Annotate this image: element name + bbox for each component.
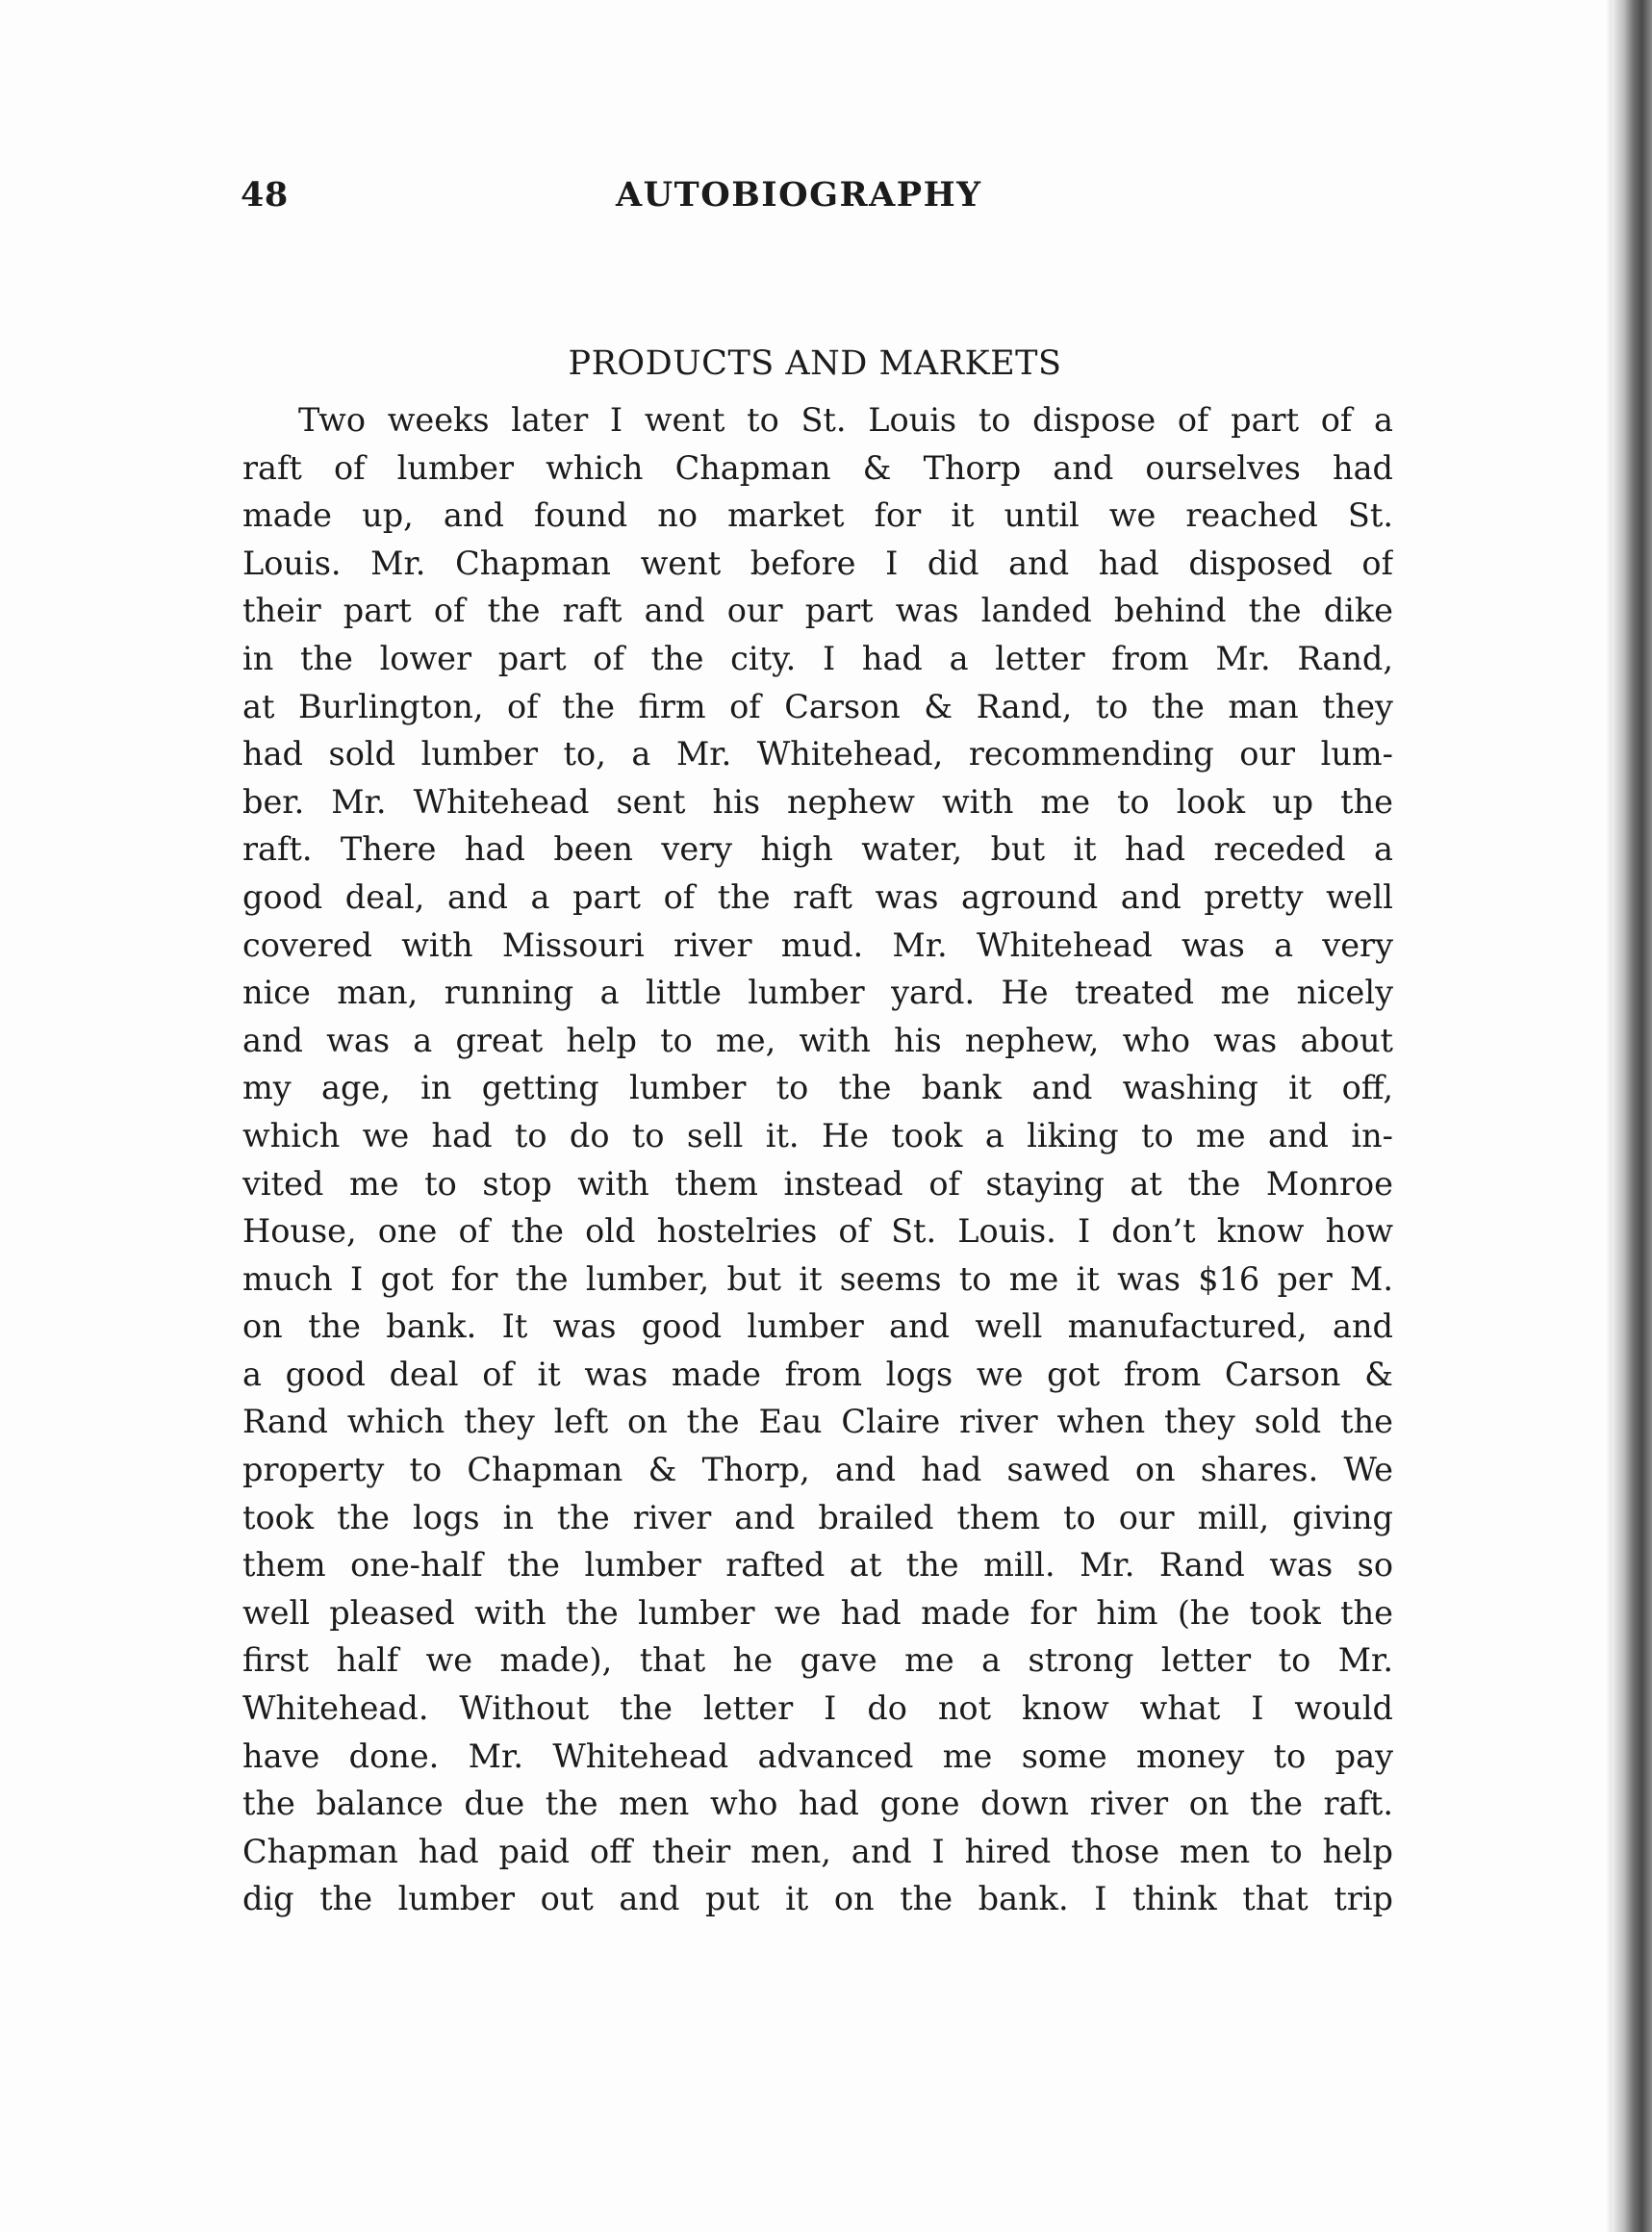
- text-line: nice man, running a little lumber yard. He treated me nicely: [242, 974, 1393, 1012]
- text-line: had sold lumber to, a Mr. Whitehead, recommending our lum-: [242, 735, 1393, 774]
- text-line: made up, and found no market for it until we reached St.: [242, 496, 1393, 535]
- running-head: [241, 175, 1395, 223]
- text-line: my age, in getting lumber to the bank and washing it off,: [242, 1069, 1393, 1107]
- body-text: [242, 396, 1393, 1923]
- text-line: have done. Mr. Whitehead advanced me some money to pay: [242, 1737, 1393, 1775]
- running-title: AUTOBIOGRAPHY: [616, 175, 982, 215]
- page-number: 48: [241, 175, 289, 215]
- text-line: their part of the raft and our part was landed behind the dike: [242, 592, 1393, 630]
- text-line: at Burlington, of the firm of Carson & Rand, to the man they: [242, 687, 1393, 725]
- text-line: much I got for the lumber, but it seems to me it was $16 per M.: [242, 1259, 1393, 1298]
- text-line: first half we made), that he gave me a strong letter to Mr.: [242, 1641, 1393, 1680]
- text-line: on the bank. It was good lumber and well manufactured, and: [242, 1307, 1393, 1346]
- text-line: in the lower part of the city. I had a letter from Mr. Rand,: [242, 639, 1393, 677]
- text-line: Louis. Mr. Chapman went before I did and had disposed of: [242, 544, 1393, 582]
- text-line: took the logs in the river and brailed them to our mill, giving: [242, 1498, 1393, 1536]
- text-line: Chapman had paid off their men, and I hired those men to help: [242, 1832, 1393, 1870]
- text-line: ber. Mr. Whitehead sent his nephew with me to look up the: [242, 782, 1393, 821]
- text-line: House, one of the old hostelries of St. Louis. I don’t know how: [242, 1212, 1393, 1251]
- text-line: which we had to do to sell it. He took a liking to me and in-: [242, 1116, 1393, 1154]
- text-line: Rand which they left on the Eau Claire river when they sold the: [242, 1403, 1393, 1441]
- text-line: well pleased with the lumber we had made for him (he took the: [242, 1593, 1393, 1632]
- text-line: Whitehead. Without the letter I do not know what I would: [242, 1689, 1393, 1728]
- text-line: covered with Missouri river mud. Mr. Whitehead was a very: [242, 926, 1393, 964]
- text-line: dig the lumber out and put it on the bank. I think that trip: [242, 1880, 1393, 1918]
- text-line: them one-half the lumber rafted at the mill. Mr. Rand was so: [242, 1546, 1393, 1585]
- text-line: a good deal of it was made from logs we got from Carson &: [242, 1355, 1393, 1393]
- section-heading: PRODUCTS AND MARKETS: [568, 344, 1062, 383]
- text-line: the balance due the men who had gone down river on the raft.: [242, 1785, 1393, 1823]
- text-line: and was a great help to me, with his nephew, who was about: [242, 1021, 1393, 1059]
- text-line: property to Chapman & Thorp, and had sawed on shares. We: [242, 1451, 1393, 1489]
- text-line: good deal, and a part of the raft was aground and pretty well: [242, 877, 1393, 916]
- text-line: raft of lumber which Chapman & Thorp and ourselves had: [242, 448, 1393, 487]
- binding-shadow: [1612, 0, 1652, 2232]
- text-line: vited me to stop with them instead of staying at the Monroe: [242, 1164, 1393, 1203]
- text-line: raft. There had been very high water, but it had receded a: [242, 830, 1393, 869]
- text-line: Two weeks later I went to St. Louis to dispose of part of a: [298, 401, 1393, 439]
